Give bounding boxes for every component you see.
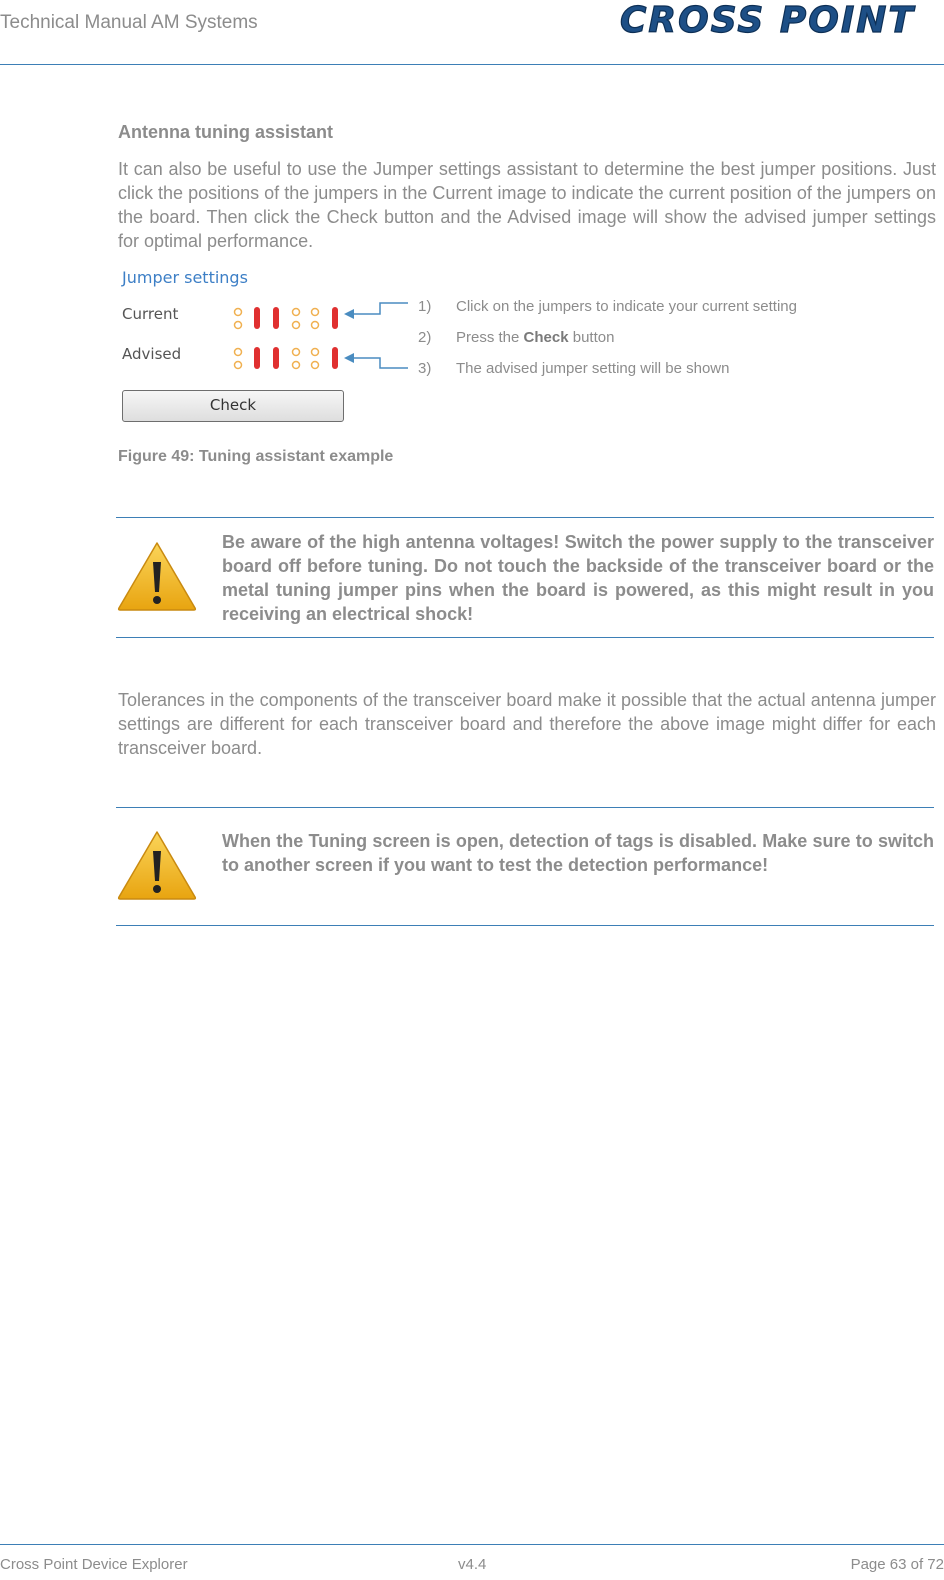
jumper-pin-empty[interactable] [312, 309, 319, 316]
jumper-pin-empty[interactable] [293, 322, 300, 329]
warning-icon [116, 540, 198, 612]
jumper-pin-empty [293, 362, 300, 369]
footer-version: v4.4 [458, 1556, 487, 1573]
section-heading: Antenna tuning assistant [118, 122, 334, 142]
callout-arrows [352, 303, 408, 368]
step-text: Click on the jumpers to indicate your current setting [456, 298, 797, 315]
jumper-red[interactable] [273, 307, 279, 329]
step-number: 2) [418, 329, 432, 346]
jumper-pin-empty[interactable] [293, 309, 300, 316]
step-text: The advised jumper setting will be shown [456, 360, 730, 377]
jumper-pin-empty[interactable] [235, 309, 242, 316]
tolerance-paragraph: Tolerances in the components of the transceiver board make it possible that the actual antenna jumper settings are different for each transceiver board and therefore the above image might differ for each transceiver board. [118, 690, 936, 758]
footer-product: Cross Point Device Explorer [0, 1556, 188, 1573]
check-button[interactable]: Check [122, 390, 344, 422]
jumper-settings-figure [118, 262, 878, 432]
jumper-pin-empty[interactable] [235, 322, 242, 329]
row-label-current: Current [122, 305, 179, 323]
step-text-bold: Check [523, 329, 569, 346]
jumper-pin-empty [312, 362, 319, 369]
step-item [418, 360, 797, 391]
jumper-red [254, 347, 260, 369]
advised-jumper-row [235, 347, 339, 369]
warning-icon [116, 829, 198, 901]
step-item [418, 298, 797, 329]
svg-text:CROSS POINT: CROSS POINT [620, 0, 915, 40]
jumper-pin-empty [293, 349, 300, 356]
step-number: 1) [418, 298, 432, 315]
jumper-red[interactable] [254, 307, 260, 329]
step-text-prefix: Press the [456, 329, 524, 346]
callout-line-1 [352, 303, 408, 314]
intro-paragraph: It can also be useful to use the Jumper settings assistant to determine the best jumper positions. Just click the positions of the jumpers in the Current image to indicate the current position of the jumpers on the board. Then click the Check button and the Advised image will show the advised jumper settings for optimal performance. [118, 159, 936, 251]
header-title: Technical Manual AM Systems [0, 12, 258, 33]
jumper-red[interactable] [332, 307, 338, 329]
row-label-advised: Advised [122, 345, 182, 363]
jumper-pin-empty [235, 349, 242, 356]
step-number: 3) [418, 360, 432, 377]
steps-list [418, 298, 797, 391]
step-text-suffix: button [568, 329, 615, 346]
cross-point-logo [616, 0, 942, 40]
footer-page-number: Page 63 of 72 [850, 1556, 944, 1573]
figure-caption: Figure 49: Tuning assistant example [118, 448, 394, 465]
warning-rule-bottom [116, 925, 934, 926]
warning-rule-top [116, 517, 934, 518]
callout-line-2 [352, 358, 408, 368]
footer-rule [0, 1544, 944, 1545]
arrow-head-icon [344, 353, 354, 363]
header-rule [0, 64, 944, 65]
figure-title: Jumper settings [122, 268, 248, 287]
jumper-pin-empty[interactable] [312, 322, 319, 329]
warning-text-voltage: Be aware of the high antenna voltages! Switch the power supply to the transceiver board off before tuning. Do not touch the backside of the transceiver board or the metal tuning jumper pins when the board is powered, as this might result in you receiving an electrical shock! [222, 532, 934, 624]
warning-text-tuning: When the Tuning screen is open, detection of tags is disabled. Make sure to switch to another screen if you want to test the detection performance! [222, 831, 934, 875]
step-text [456, 329, 614, 346]
warning-rule-bottom [116, 637, 934, 638]
arrow-head-icon [344, 309, 354, 319]
jumper-pin-empty [312, 349, 319, 356]
jumper-red [332, 347, 338, 369]
step-item [418, 329, 797, 360]
current-jumper-row [235, 307, 339, 329]
jumper-pin-empty [235, 362, 242, 369]
warning-rule-top [116, 807, 934, 808]
jumper-red [273, 347, 279, 369]
